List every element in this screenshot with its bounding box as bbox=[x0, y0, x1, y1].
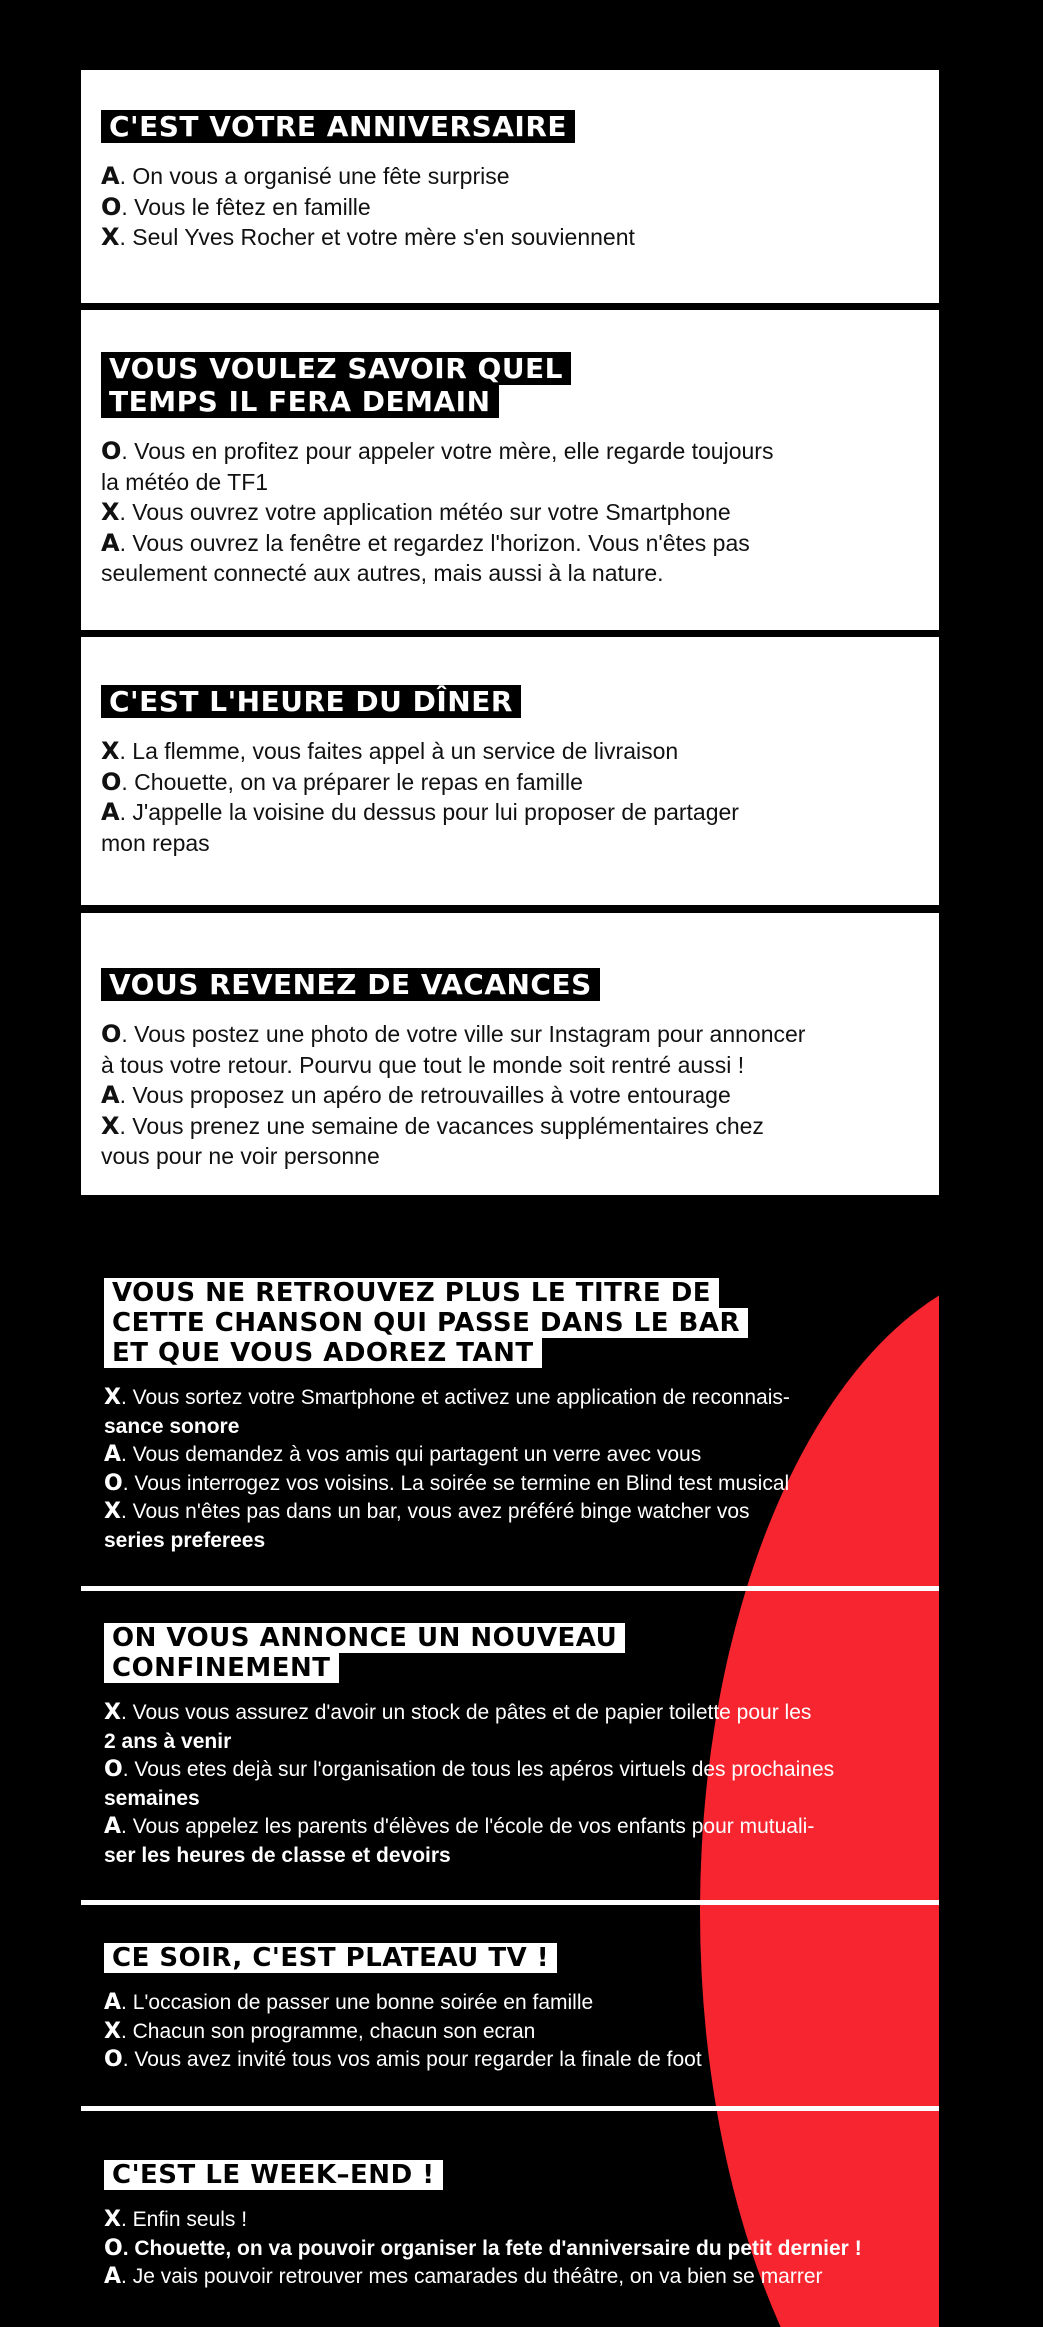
letter-a-badge: A bbox=[104, 1990, 122, 2015]
option-o bbox=[104, 1756, 929, 1813]
option-o bbox=[101, 1019, 919, 1080]
letter-x-badge: X bbox=[104, 1499, 121, 1524]
title-line: C'EST LE WEEK–END ! bbox=[104, 2160, 443, 2190]
quiz-card-birthday bbox=[81, 70, 939, 303]
quiz-section-tv-night bbox=[81, 1943, 939, 2075]
quiz-card-weather bbox=[81, 310, 939, 630]
option-a bbox=[101, 161, 919, 192]
title-line: VOUS REVENEZ DE VACANCES bbox=[101, 968, 600, 1001]
option-text-cont: mon repas bbox=[101, 829, 210, 856]
option-text: . Vous avez invité tous vos amis pour regarder la finale de foot bbox=[122, 2048, 702, 2071]
options-list bbox=[104, 1989, 929, 2075]
options-list bbox=[101, 736, 919, 858]
option-a bbox=[104, 2263, 929, 2292]
option-text: . Vous proposez un apéro de retrouvailles à votre entourage bbox=[119, 1082, 731, 1108]
letter-o-badge: O bbox=[104, 1470, 123, 1496]
option-text: . Vous etes dejà sur l'organisation de tous les apéros virtuels des prochaines bbox=[122, 1758, 835, 1781]
letter-x-badge: X bbox=[101, 1111, 120, 1140]
letter-x-badge: X bbox=[101, 498, 120, 526]
option-text: . Vous ouvrez votre application météo sur votre Smartphone bbox=[119, 499, 731, 525]
option-text: . Vous interrogez vos voisins. La soirée se termine en Blind test musical bbox=[122, 1471, 790, 1495]
option-text: . La flemme, vous faites appel à un service de livraison bbox=[119, 738, 679, 764]
letter-o-badge: O bbox=[104, 1757, 123, 1782]
option-text: . Vous le fêtez en famille bbox=[121, 193, 371, 220]
option-x bbox=[104, 2206, 929, 2235]
option-text: . Enfin seuls ! bbox=[120, 2208, 248, 2231]
option-text: . Chacun son programme, chacun son ecran bbox=[120, 2019, 536, 2043]
letter-o-badge: O bbox=[101, 192, 122, 221]
letter-a-badge: A bbox=[101, 162, 120, 190]
option-text-cont: vous pour ne voir personne bbox=[101, 1143, 380, 1169]
card-title bbox=[101, 968, 600, 1001]
title-line: VOUS NE RETROUVEZ PLUS LE TITRE DE bbox=[104, 1278, 719, 1308]
letter-a-badge: A bbox=[101, 798, 120, 826]
option-text: . Vous n'êtes pas dans un bar, vous avez préféré binge watcher vos bbox=[120, 1500, 750, 1523]
option-o bbox=[104, 2235, 929, 2264]
section-title bbox=[104, 1278, 748, 1368]
letter-o-badge: O bbox=[101, 437, 122, 465]
option-x bbox=[101, 1111, 919, 1172]
option-text: . Seul Yves Rocher et votre mère s'en souviennent bbox=[119, 224, 635, 250]
card-title bbox=[101, 352, 571, 418]
letter-x-badge: X bbox=[104, 2207, 121, 2232]
option-text: . Vous postez une photo de votre ville sur Instagram pour annoncer bbox=[121, 1021, 806, 1047]
option-text: . Je vais pouvoir retrouver mes camarades du théâtre, on va bien se marrer bbox=[121, 2265, 823, 2288]
letter-o-badge: O bbox=[101, 767, 122, 796]
letter-a-badge: A bbox=[104, 1814, 122, 1839]
option-x bbox=[104, 1498, 929, 1555]
option-text-cont: series preferees bbox=[104, 1528, 266, 1552]
title-line: C'EST L'HEURE DU DÎNER bbox=[101, 685, 521, 718]
letter-x-badge: X bbox=[104, 2018, 121, 2044]
letter-x-badge: X bbox=[101, 223, 120, 251]
card-title bbox=[101, 110, 575, 143]
option-text: . Vous en profitez pour appeler votre mère, elle regarde toujours bbox=[121, 438, 774, 464]
option-o bbox=[104, 1470, 929, 1499]
title-line: ET QUE VOUS ADOREZ TANT bbox=[104, 1338, 542, 1368]
quiz-card-dinner bbox=[81, 637, 939, 905]
options-list bbox=[101, 436, 919, 589]
option-x bbox=[101, 497, 919, 528]
option-text: . Vous vous assurez d'avoir un stock de pâtes et de papier toilette pour les bbox=[120, 1701, 812, 1724]
options-list bbox=[101, 1019, 919, 1172]
letter-a-badge: A bbox=[104, 2264, 122, 2289]
option-text-cont: ser les heures de classe et devoirs bbox=[104, 1843, 451, 1867]
options-list bbox=[101, 161, 919, 253]
option-text: . Chouette, on va pouvoir organiser la fete d'anniversaire du petit dernier ! bbox=[122, 2236, 862, 2260]
quiz-section-song bbox=[81, 1278, 939, 1555]
option-x bbox=[101, 736, 919, 767]
options-list bbox=[104, 2206, 929, 2292]
option-a bbox=[104, 1441, 929, 1470]
letter-x-badge: X bbox=[104, 1385, 121, 1410]
option-text-cont: 2 ans à venir bbox=[104, 1729, 232, 1753]
letter-o-badge: O bbox=[104, 2235, 123, 2261]
options-list bbox=[104, 1384, 929, 1555]
quiz-section-weekend bbox=[81, 2160, 939, 2292]
letter-a-badge: A bbox=[101, 528, 120, 557]
letter-o-badge: O bbox=[104, 2047, 123, 2072]
option-x bbox=[101, 222, 919, 253]
option-text: . J'appelle la voisine du dessus pour lui proposer de partager bbox=[119, 799, 739, 825]
options-list bbox=[104, 1699, 929, 1870]
option-text: . Vous demandez à vos amis qui partagent un verre avec vous bbox=[121, 1443, 702, 1466]
letter-x-badge: X bbox=[101, 737, 120, 765]
letter-x-badge: X bbox=[104, 1700, 121, 1725]
option-text: . Vous sortez votre Smartphone et activez une application de reconnais- bbox=[120, 1386, 790, 1409]
title-line: VOUS VOULEZ SAVOIR QUEL bbox=[101, 352, 571, 385]
option-text-cont: seulement connecté aux autres, mais aussi à la nature. bbox=[101, 560, 664, 586]
option-text-cont: la météo de TF1 bbox=[101, 468, 269, 495]
option-text: . Vous appelez les parents d'élèves de l'école de vos enfants pour mutuali- bbox=[121, 1815, 815, 1838]
option-text-cont: semaines bbox=[104, 1786, 200, 1810]
title-line: C'EST VOTRE ANNIVERSAIRE bbox=[101, 110, 575, 143]
card-title bbox=[101, 685, 521, 718]
section-divider bbox=[81, 1900, 939, 1905]
option-text-cont: sance sonore bbox=[104, 1414, 240, 1438]
option-a bbox=[104, 1813, 929, 1870]
option-x bbox=[104, 1384, 929, 1441]
title-line: ON VOUS ANNONCE UN NOUVEAU bbox=[104, 1623, 625, 1653]
title-line: CETTE CHANSON QUI PASSE DANS LE BAR bbox=[104, 1308, 748, 1338]
letter-o-badge: O bbox=[101, 1020, 122, 1048]
option-o bbox=[101, 436, 919, 497]
section-divider bbox=[81, 2106, 939, 2111]
option-text: . L'occasion de passer une bonne soirée en famille bbox=[121, 1991, 594, 2014]
section-title bbox=[104, 1943, 557, 1973]
option-text: . On vous a organisé une fête surprise bbox=[119, 163, 510, 189]
option-o bbox=[101, 192, 919, 223]
option-a bbox=[101, 528, 919, 589]
title-line: TEMPS IL FERA DEMAIN bbox=[101, 385, 499, 418]
option-a bbox=[104, 1989, 929, 2018]
option-a bbox=[101, 1080, 919, 1111]
option-x bbox=[104, 2018, 929, 2047]
title-line: CONFINEMENT bbox=[104, 1653, 339, 1683]
section-divider bbox=[81, 1586, 939, 1591]
quiz-section-lockdown bbox=[81, 1623, 939, 1870]
option-x bbox=[104, 1699, 929, 1756]
option-text: . Vous prenez une semaine de vacances supplémentaires chez bbox=[119, 1112, 764, 1139]
section-title bbox=[104, 2160, 443, 2190]
option-text: . Vous ouvrez la fenêtre et regardez l'horizon. Vous n'êtes pas bbox=[119, 529, 750, 556]
option-a bbox=[101, 797, 919, 858]
letter-a-badge: A bbox=[101, 1081, 120, 1109]
option-text: . Chouette, on va préparer le repas en famille bbox=[121, 768, 583, 795]
section-title bbox=[104, 1623, 625, 1683]
option-o bbox=[101, 767, 919, 798]
quiz-card-vacation bbox=[81, 913, 939, 1195]
title-line: CE SOIR, C'EST PLATEAU TV ! bbox=[104, 1943, 557, 1973]
option-o bbox=[104, 2046, 929, 2075]
option-text-cont: à tous votre retour. Pourvu que tout le monde soit rentré aussi ! bbox=[101, 1051, 745, 1078]
letter-a-badge: A bbox=[104, 1442, 122, 1467]
